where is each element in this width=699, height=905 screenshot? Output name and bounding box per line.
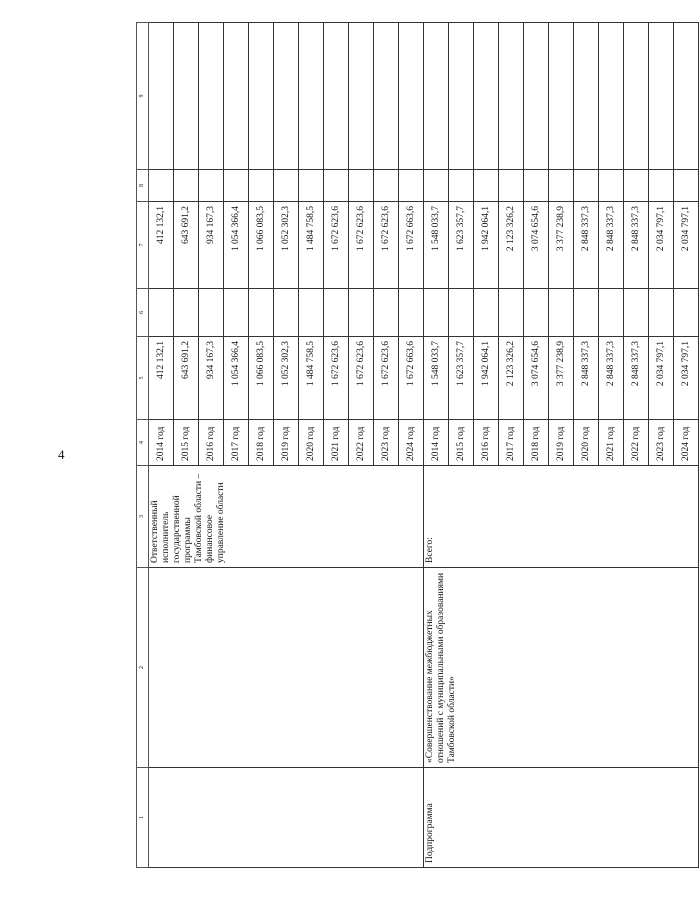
column-number-row — [137, 23, 149, 868]
col9-cell — [524, 23, 549, 170]
block-col3: Всего: — [424, 466, 699, 568]
table-row — [149, 23, 174, 868]
block-col2 — [149, 568, 424, 768]
col8-cell — [599, 170, 624, 202]
col8-cell — [574, 170, 599, 202]
year-cell: 2024 год — [674, 420, 699, 466]
col8-cell — [424, 170, 449, 202]
total-cell: 1 672 623,6 — [324, 337, 349, 420]
total-cell: 2 034 797,1 — [674, 337, 699, 420]
col9-cell — [574, 23, 599, 170]
year-cell: 2021 год — [599, 420, 624, 466]
year-cell: 2015 год — [449, 420, 474, 466]
empty-cell — [674, 289, 699, 337]
empty-cell — [474, 289, 499, 337]
regional-budget-cell: 2 848 337,3 — [574, 202, 599, 289]
col9-cell — [649, 23, 674, 170]
column-number-7: 7 — [137, 202, 149, 289]
column-number-5: 5 — [137, 337, 149, 420]
regional-budget-cell: 3 074 654,6 — [524, 202, 549, 289]
col8-cell — [674, 170, 699, 202]
col9-cell — [199, 23, 224, 170]
col9-cell — [499, 23, 524, 170]
column-number-1: 1 — [137, 768, 149, 868]
year-cell: 2018 год — [249, 420, 274, 466]
year-cell: 2016 год — [199, 420, 224, 466]
empty-cell — [149, 289, 174, 337]
col8-cell — [199, 170, 224, 202]
col8-cell — [324, 170, 349, 202]
empty-cell — [524, 289, 549, 337]
col9-cell — [624, 23, 649, 170]
total-cell: 2 034 797,1 — [649, 337, 674, 420]
col9-cell — [599, 23, 624, 170]
col9-cell — [674, 23, 699, 170]
total-cell: 1 066 083,5 — [249, 337, 274, 420]
financing-table — [136, 22, 699, 868]
total-cell: 1 054 366,4 — [224, 337, 249, 420]
empty-cell — [424, 289, 449, 337]
year-cell: 2022 год — [624, 420, 649, 466]
year-cell: 2020 год — [299, 420, 324, 466]
col8-cell — [149, 170, 174, 202]
block-col3: Ответственный исполнитель государственной программы Тамбовской области – финансовое управление области — [149, 466, 424, 568]
regional-budget-cell: 1 548 033,7 — [424, 202, 449, 289]
col9-cell — [224, 23, 249, 170]
empty-cell — [374, 289, 399, 337]
col8-cell — [249, 170, 274, 202]
total-cell: 934 167,3 — [199, 337, 224, 420]
year-cell: 2016 год — [474, 420, 499, 466]
regional-budget-cell: 1 672 623,6 — [324, 202, 349, 289]
empty-cell — [624, 289, 649, 337]
empty-cell — [499, 289, 524, 337]
col9-cell — [374, 23, 399, 170]
col9-cell — [174, 23, 199, 170]
col8-cell — [649, 170, 674, 202]
year-cell: 2022 год — [349, 420, 374, 466]
regional-budget-cell: 1 066 083,5 — [249, 202, 274, 289]
empty-cell — [274, 289, 299, 337]
col8-cell — [524, 170, 549, 202]
year-cell: 2014 год — [424, 420, 449, 466]
empty-cell — [349, 289, 374, 337]
col9-cell — [424, 23, 449, 170]
empty-cell — [399, 289, 424, 337]
col9-cell — [324, 23, 349, 170]
total-cell: 3 377 238,9 — [549, 337, 574, 420]
col8-cell — [399, 170, 424, 202]
total-cell: 1 672 623,6 — [374, 337, 399, 420]
col9-cell — [274, 23, 299, 170]
regional-budget-cell: 412 132,1 — [149, 202, 174, 289]
total-cell: 1 942 064,1 — [474, 337, 499, 420]
col8-cell — [624, 170, 649, 202]
col9-cell — [249, 23, 274, 170]
year-cell: 2017 год — [224, 420, 249, 466]
year-cell: 2015 год — [174, 420, 199, 466]
col8-cell — [499, 170, 524, 202]
empty-cell — [299, 289, 324, 337]
year-cell: 2021 год — [324, 420, 349, 466]
block-col2: «Совершенствование межбюджетных отношений с муниципальными образованиями Тамбовской области» — [424, 568, 699, 768]
year-cell: 2019 год — [274, 420, 299, 466]
column-number-8: 8 — [137, 170, 149, 202]
year-cell: 2020 год — [574, 420, 599, 466]
empty-cell — [324, 289, 349, 337]
regional-budget-cell: 3 377 238,9 — [549, 202, 574, 289]
year-cell: 2023 год — [374, 420, 399, 466]
total-cell: 1 672 663,6 — [399, 337, 424, 420]
total-cell: 643 691,2 — [174, 337, 199, 420]
block-col1: Подпрограмма — [424, 768, 699, 868]
empty-cell — [449, 289, 474, 337]
year-cell: 2014 год — [149, 420, 174, 466]
regional-budget-cell: 1 672 623,6 — [374, 202, 399, 289]
empty-cell — [199, 289, 224, 337]
total-cell: 1 484 758,5 — [299, 337, 324, 420]
col8-cell — [349, 170, 374, 202]
col9-cell — [474, 23, 499, 170]
rotated-table-container — [136, 23, 691, 868]
year-cell: 2018 год — [524, 420, 549, 466]
total-cell: 2 848 337,3 — [624, 337, 649, 420]
col8-cell — [174, 170, 199, 202]
regional-budget-cell: 643 691,2 — [174, 202, 199, 289]
col9-cell — [399, 23, 424, 170]
col8-cell — [449, 170, 474, 202]
column-number-9: 9 — [137, 23, 149, 170]
total-cell: 1 623 357,7 — [449, 337, 474, 420]
total-cell: 3 074 654,6 — [524, 337, 549, 420]
table-row — [424, 23, 449, 868]
col8-cell — [549, 170, 574, 202]
total-cell: 1 052 302,3 — [274, 337, 299, 420]
regional-budget-cell: 1 672 663,6 — [399, 202, 424, 289]
regional-budget-cell: 1 623 357,7 — [449, 202, 474, 289]
empty-cell — [599, 289, 624, 337]
col8-cell — [224, 170, 249, 202]
regional-budget-cell: 2 034 797,1 — [649, 202, 674, 289]
regional-budget-cell: 2 848 337,3 — [624, 202, 649, 289]
empty-cell — [174, 289, 199, 337]
page-number: 4 — [58, 447, 65, 462]
col8-cell — [274, 170, 299, 202]
year-cell: 2019 год — [549, 420, 574, 466]
regional-budget-cell: 2 123 326,2 — [499, 202, 524, 289]
col9-cell — [299, 23, 324, 170]
col9-cell — [349, 23, 374, 170]
total-cell: 1 672 623,6 — [349, 337, 374, 420]
regional-budget-cell: 934 167,3 — [199, 202, 224, 289]
regional-budget-cell: 1 672 623,6 — [349, 202, 374, 289]
empty-cell — [224, 289, 249, 337]
year-cell: 2017 год — [499, 420, 524, 466]
column-number-6: 6 — [137, 289, 149, 337]
regional-budget-cell: 2 034 797,1 — [674, 202, 699, 289]
total-cell: 1 548 033,7 — [424, 337, 449, 420]
total-cell: 2 848 337,3 — [574, 337, 599, 420]
col8-cell — [299, 170, 324, 202]
year-cell: 2023 год — [649, 420, 674, 466]
regional-budget-cell: 1 942 064,1 — [474, 202, 499, 289]
total-cell: 2 123 326,2 — [499, 337, 524, 420]
empty-cell — [549, 289, 574, 337]
regional-budget-cell: 1 054 366,4 — [224, 202, 249, 289]
empty-cell — [649, 289, 674, 337]
regional-budget-cell: 1 052 302,3 — [274, 202, 299, 289]
column-number-2: 2 — [137, 568, 149, 768]
empty-cell — [574, 289, 599, 337]
regional-budget-cell: 1 484 758,5 — [299, 202, 324, 289]
block-col1 — [149, 768, 424, 868]
empty-cell — [249, 289, 274, 337]
total-cell: 412 132,1 — [149, 337, 174, 420]
col8-cell — [374, 170, 399, 202]
col8-cell — [474, 170, 499, 202]
regional-budget-cell: 2 848 337,3 — [599, 202, 624, 289]
column-number-3: 3 — [137, 466, 149, 568]
year-cell: 2024 год — [399, 420, 424, 466]
total-cell: 2 848 337,3 — [599, 337, 624, 420]
col9-cell — [549, 23, 574, 170]
col9-cell — [449, 23, 474, 170]
col9-cell — [149, 23, 174, 170]
column-number-4: 4 — [137, 420, 149, 466]
